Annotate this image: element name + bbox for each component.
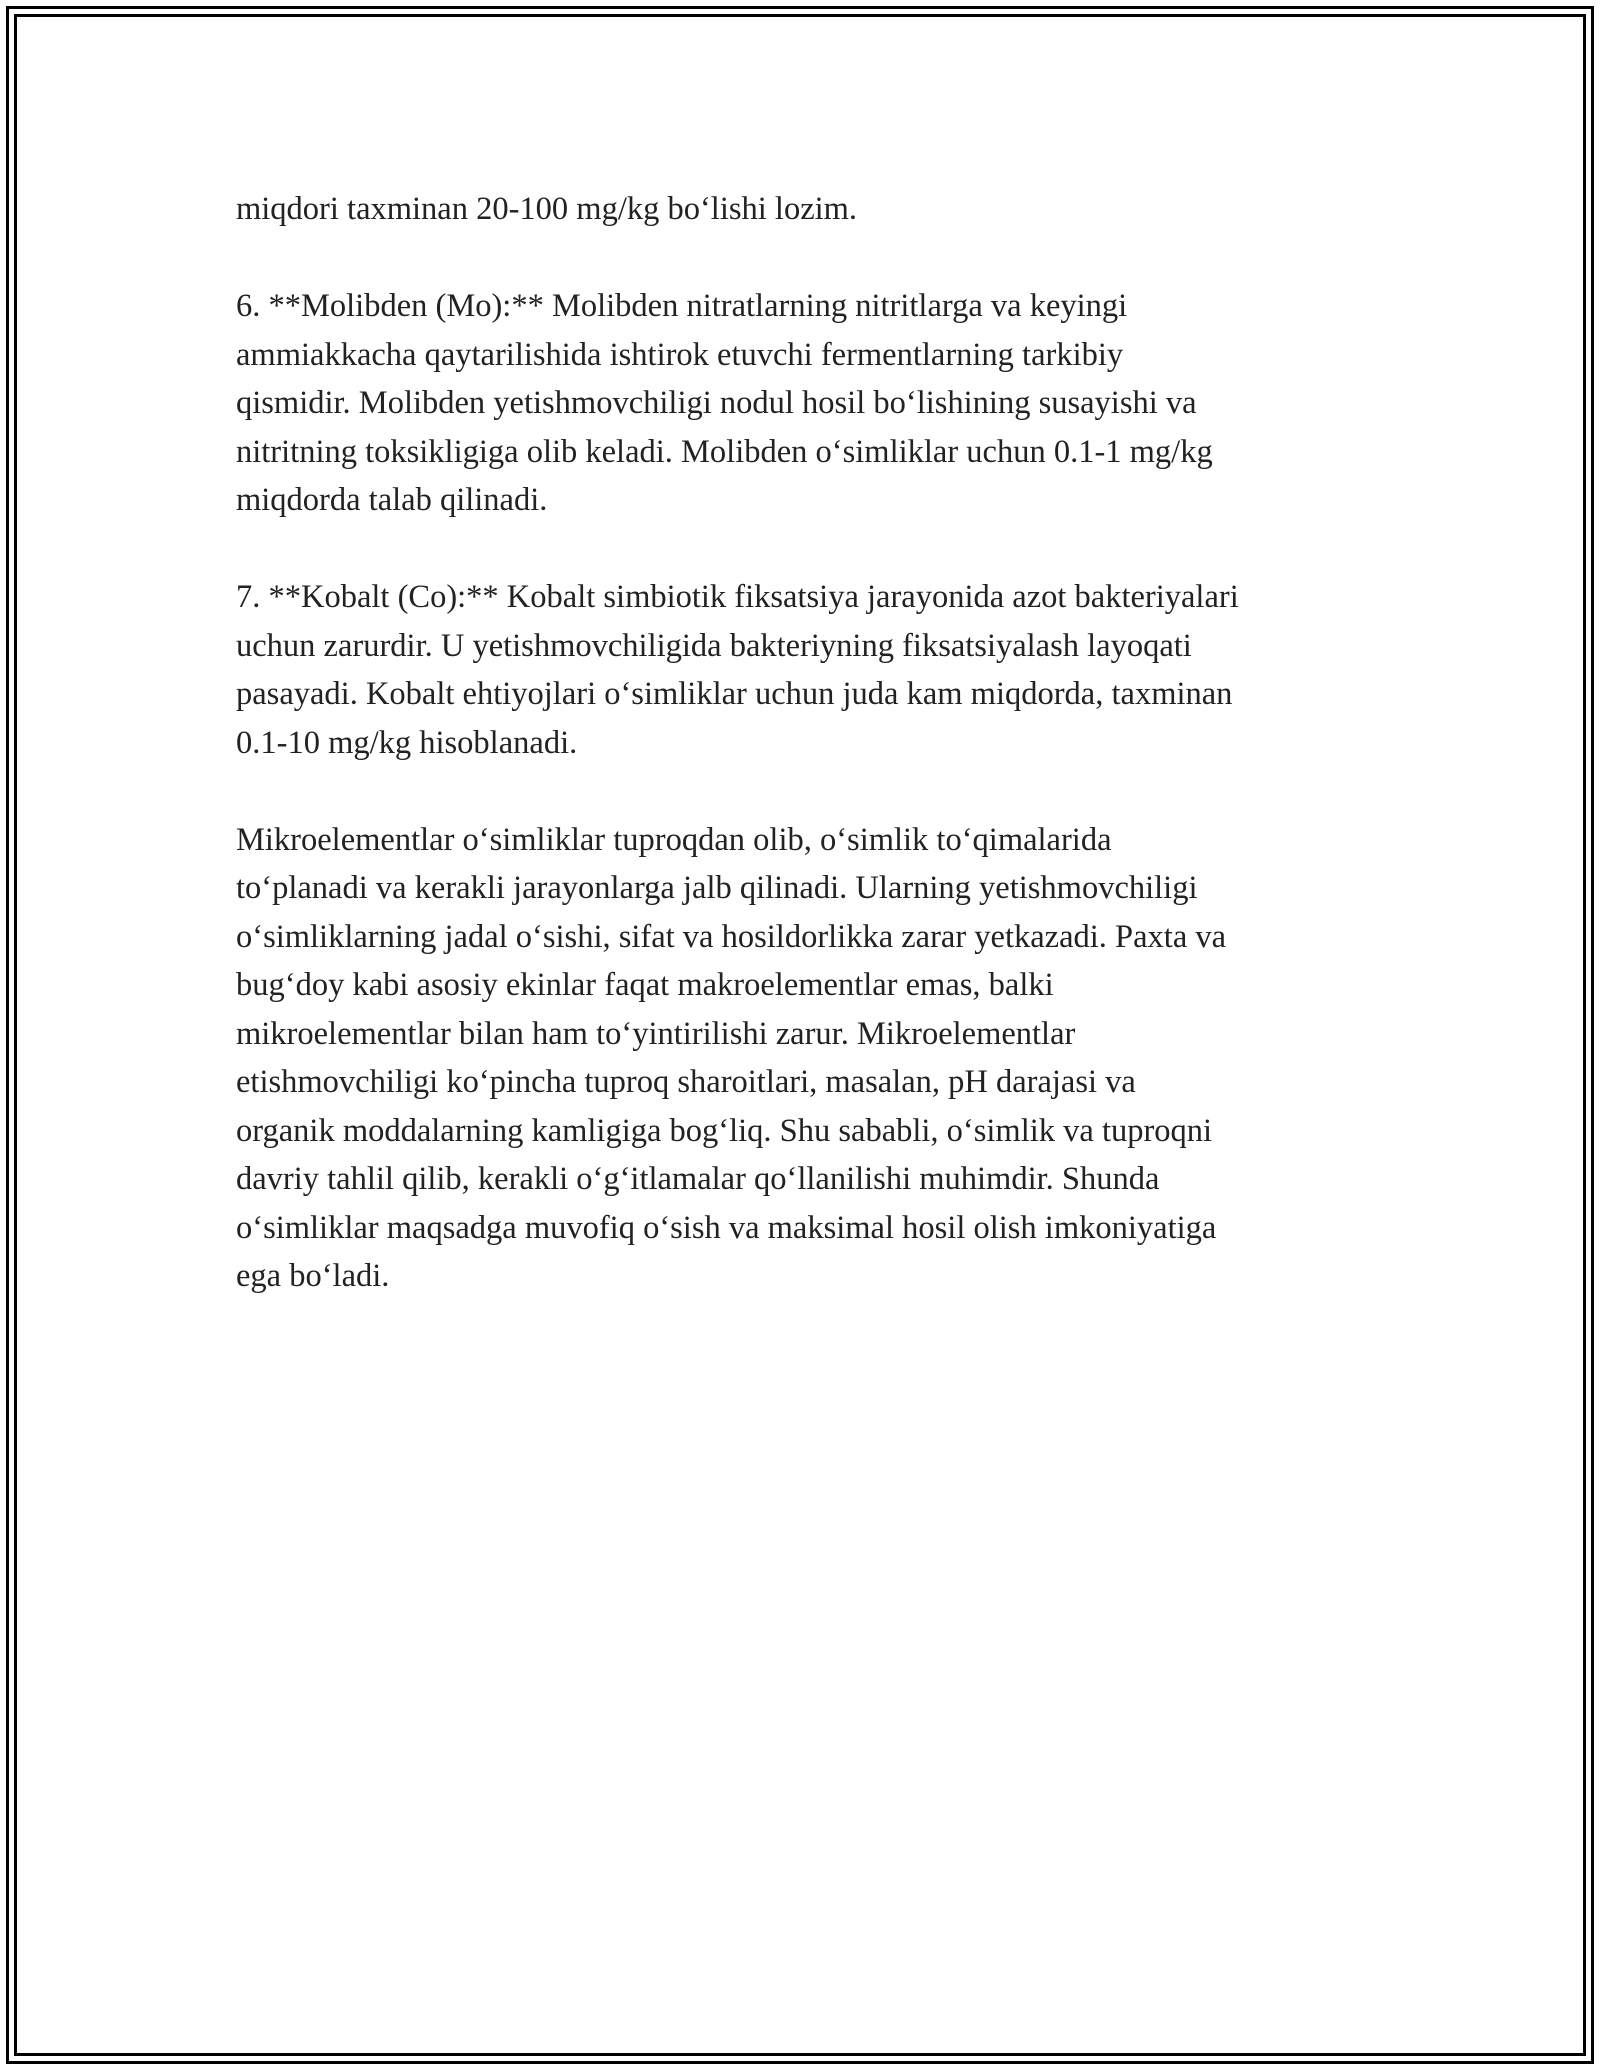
paragraph-cobalt: 7. **Kobalt (Co):** Kobalt simbiotik fiksatsiya jarayonida azot bakteriyalari uchun zarurdir. U yetishmovchiligida bakteriyning fiksatsiyalash layoqati pasayadi. Kobalt ehtiyojlari o‘simliklar uchun juda kam miqdorda, taxminan 0.1-10 mg/kg hisoblanadi.: [236, 579, 1239, 761]
document-body: [236, 185, 1386, 1349]
paragraph-continuation: miqdori taxminan 20-100 mg/kg bo‘lishi lozim.: [236, 191, 858, 227]
paragraph-molybdenum: 6. **Molibden (Mo):** Molibden nitratlarning nitritlarga va keyingi ammiakkacha qaytarilishida ishtirok etuvchi fermentlarning tarkibiy qismidir. Molibden yetishmovchiligi nodul hosil bo‘lishining susayishi va nitritning toksikligiga olib keladi. Molibden o‘simliklar uchun 0.1-1 mg/kg miqdorda talab qilinadi.: [236, 288, 1213, 518]
paragraph-conclusion: Mikroelementlar o‘simliklar tuproqdan olib, o‘simlik to‘qimalarida to‘planadi va kerakli jarayonlarga jalb qilinadi. Ularning yetishmovchiligi o‘simliklarning jadal o‘sishi, sifat va hosildorlikka zarar yetkazadi. Paxta va bug‘doy kabi asosiy ekinlar faqat makroelementlar emas, balki mikroelementlar bilan ham to‘yintirilishi zarur. Mikroelementlar etishmovchiligi ko‘pincha tuproq sharoitlari, masalan, pH darajasi va organik moddalarning kamligiga bog‘liq. Shu sababli, o‘simlik va tuproqni davriy tahlil qilib, kerakli o‘g‘itlamalar qo‘llanilishi muhimdir. Shunda o‘simliklar maqsadga muvofiq o‘sish va maksimal hosil olish imkoniyatiga ega bo‘ladi.: [236, 821, 1227, 1294]
